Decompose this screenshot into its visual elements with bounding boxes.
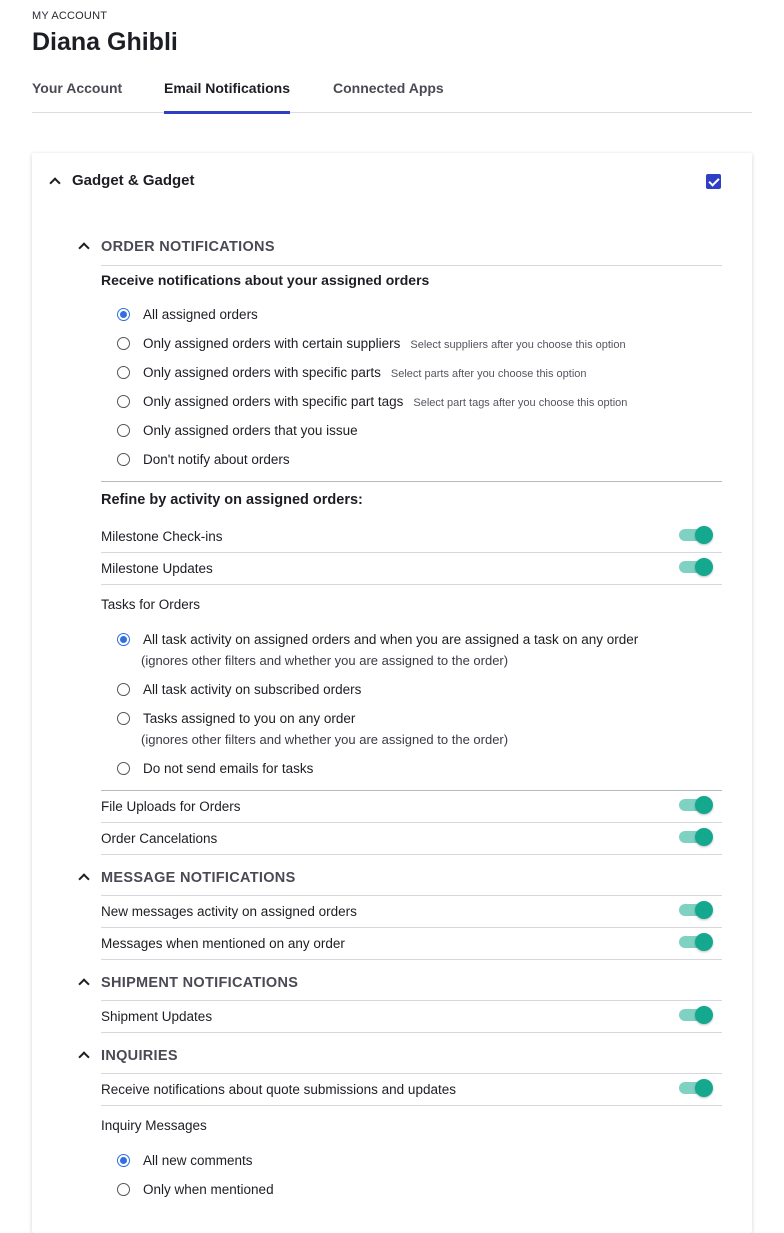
section-title-order-notifications: ORDER NOTIFICATIONS: [101, 239, 275, 255]
chevron-up-icon[interactable]: [78, 242, 89, 253]
radio-label: Only assigned orders with specific part tags: [143, 394, 404, 409]
radio-hint: Select suppliers after you choose this option: [410, 339, 626, 351]
toggle-knob: [695, 1006, 713, 1024]
radio-label: All task activity on subscribed orders: [143, 682, 362, 697]
toggle-row-new-messages: [101, 896, 722, 928]
toggle-knob: [695, 558, 713, 576]
toggle-knob: [695, 828, 713, 846]
tab-connected-apps[interactable]: Connected Apps: [333, 80, 444, 96]
section-title-inquiries: INQUIRIES: [101, 1048, 178, 1064]
radio-label: Only assigned orders with certain suppliers: [143, 336, 401, 351]
radio-button[interactable]: [117, 366, 130, 379]
radio-button[interactable]: [117, 762, 130, 775]
toggle-label: Milestone Updates: [101, 561, 213, 576]
chevron-up-icon[interactable]: [78, 978, 89, 989]
page-title: Diana Ghibli: [32, 28, 178, 56]
shipment-updates-toggle[interactable]: [679, 1009, 709, 1021]
section-title-shipment-notifications: SHIPMENT NOTIFICATIONS: [101, 975, 299, 991]
toggle-knob: [695, 796, 713, 814]
toggle-label: New messages activity on assigned orders: [101, 904, 357, 919]
toggle-label: Receive notifications about quote submissions and updates: [101, 1082, 456, 1097]
company-settings-card: [32, 153, 752, 1233]
toggle-row-milestone-checkins: [101, 521, 722, 553]
toggle-knob: [695, 526, 713, 544]
tab-your-account[interactable]: Your Account: [32, 80, 123, 96]
tab-bar: [32, 80, 752, 113]
radio-button[interactable]: [117, 308, 130, 321]
radio-sublabel: (ignores other filters and whether you are assigned to the order): [141, 732, 509, 747]
page-eyebrow: MY ACCOUNT: [32, 10, 108, 22]
radio-button[interactable]: [117, 337, 130, 350]
chevron-up-icon[interactable]: [78, 1051, 89, 1062]
milestone-updates-toggle[interactable]: [679, 561, 709, 573]
toggle-label: Messages when mentioned on any order: [101, 936, 345, 951]
radio-hint: Select parts after you choose this option: [390, 368, 587, 380]
new-messages-toggle[interactable]: [679, 904, 709, 916]
radio-label: All task activity on assigned orders and when you are assigned a task on any order: [143, 632, 639, 647]
radio-label: Only assigned orders with specific parts: [143, 365, 381, 380]
company-name: Gadget & Gadget: [72, 172, 195, 189]
radio-label: All assigned orders: [143, 307, 258, 322]
radio-label: Only assigned orders that you issue: [143, 423, 358, 438]
toggle-row-milestone-updates: [101, 553, 722, 585]
toggle-label: Milestone Check-ins: [101, 529, 223, 544]
toggle-row-shipment-updates: [101, 1001, 722, 1033]
toggle-knob: [695, 933, 713, 951]
toggle-knob: [695, 1079, 713, 1097]
radio-button[interactable]: [117, 395, 130, 408]
toggle-row-quote-submissions: [101, 1074, 722, 1106]
radio-button[interactable]: [117, 633, 130, 646]
radio-label: Only when mentioned: [143, 1182, 274, 1197]
company-checkbox[interactable]: [706, 174, 721, 189]
radio-sublabel: (ignores other filters and whether you are assigned to the order): [141, 653, 509, 668]
radio-button[interactable]: [117, 453, 130, 466]
refine-title: Refine by activity on assigned orders:: [101, 492, 363, 508]
section-title-message-notifications: MESSAGE NOTIFICATIONS: [101, 870, 296, 886]
radio-button[interactable]: [117, 1154, 130, 1167]
radio-label: Tasks assigned to you on any order: [143, 711, 356, 726]
mentioned-toggle[interactable]: [679, 936, 709, 948]
chevron-up-icon[interactable]: [78, 873, 89, 884]
toggle-knob: [695, 901, 713, 919]
toggle-label: File Uploads for Orders: [101, 799, 241, 814]
toggle-row-file-uploads: [101, 791, 722, 823]
milestone-checkins-toggle[interactable]: [679, 529, 709, 541]
toggle-label: Order Cancelations: [101, 831, 218, 846]
toggle-row-order-cancelations: [101, 823, 722, 855]
radio-button[interactable]: [117, 1183, 130, 1196]
divider: [101, 265, 722, 266]
toggle-row-mentioned: [101, 928, 722, 960]
quote-submissions-toggle[interactable]: [679, 1082, 709, 1094]
radio-button[interactable]: [117, 683, 130, 696]
file-uploads-toggle[interactable]: [679, 799, 709, 811]
radio-hint: Select part tags after you choose this option: [413, 397, 628, 409]
order-cancelations-toggle[interactable]: [679, 831, 709, 843]
radio-button[interactable]: [117, 424, 130, 437]
order-notifications-subtitle: Receive notifications about your assigned orders: [101, 272, 430, 288]
divider: [101, 481, 722, 482]
radio-label: Don't notify about orders: [143, 452, 290, 467]
chevron-up-icon[interactable]: [49, 177, 60, 188]
radio-label: Do not send emails for tasks: [143, 761, 314, 776]
tab-email-notifications[interactable]: Email Notifications: [164, 80, 290, 113]
inquiry-messages-title: Inquiry Messages: [101, 1118, 207, 1133]
tasks-title: Tasks for Orders: [101, 597, 201, 612]
toggle-label: Shipment Updates: [101, 1009, 213, 1024]
radio-button[interactable]: [117, 712, 130, 725]
radio-label: All new comments: [143, 1153, 253, 1168]
